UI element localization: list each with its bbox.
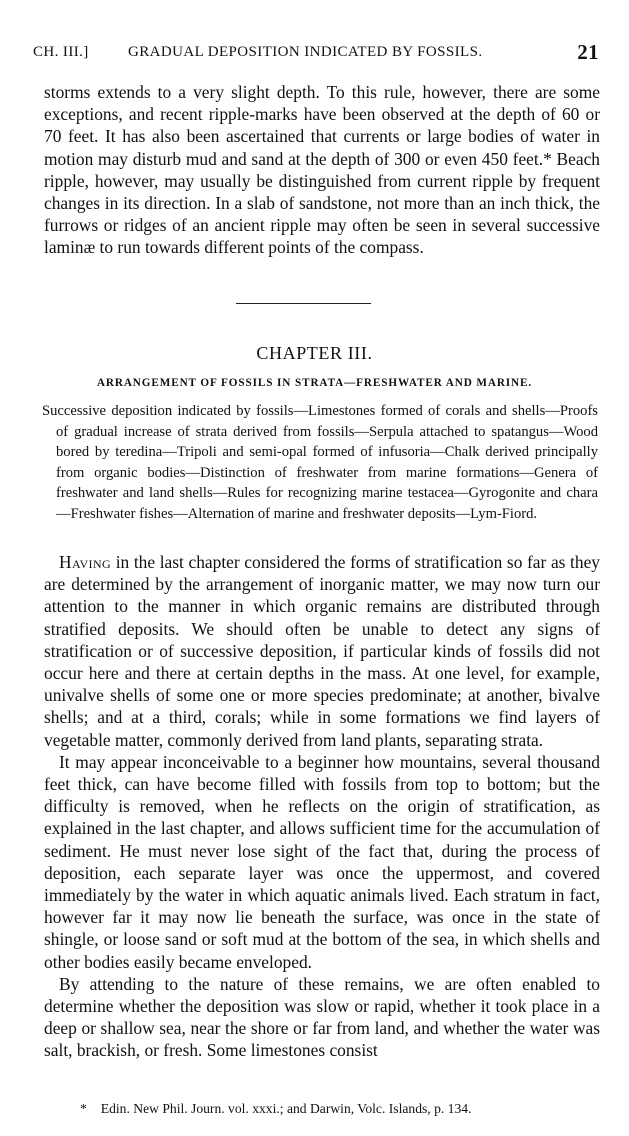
continued-paragraph [44, 81, 600, 259]
paragraph-3: It may appear inconceivable to a beginner how mountains, several thousand feet thick, can have become filled with fossils from top to bottom; but the difficulty is removed, when he reflects on the origin of stratification, as explained in the last chapter, and allows sufficient time for the accumulation of sediment. He must never lose sight of the fact that, during the process of deposition, each separate layer was once the uppermost, and covered immediately by the water in which aquatic animals lived. Each stratum in fact, however far it may now lie beneath the surface, was once in the state of shingle, or loose sand or soft mud at the bottom of the sea, in which shells and other bodies easily became enveloped. [44, 751, 600, 972]
footnote-text: Edin. New Phil. Journ. vol. xxxi.; and Darwin, Volc. Islands, p. 134. [100, 1101, 472, 1116]
page-number: 21 [577, 40, 599, 64]
running-head-title: GRADUAL DEPOSITION INDICATED BY FOSSILS. [128, 44, 483, 60]
chapter-heading: CHAPTER III. [256, 343, 373, 363]
paragraph-2-lead-word: Having [59, 552, 112, 572]
chapter-subtitle: ARRANGEMENT OF FOSSILS IN STRATA—FRESHWATER AND MARINE. [96, 377, 533, 389]
chapter-summary-text: Successive deposition indicated by fossils—Limestones formed of corals and shells—Proofs of gradual increase of strata derived from fossils—Serpula attached to spatangus—Wood bored by teredina—Tripoli and semi-opal formed of infusoria—Chalk derived principally from organic bodies—Distinction of freshwater from marine formations—Genera of freshwater and land shells—Rules for recognizing marine testacea—Gyrogonite and chara—Freshwater fishes—Alternation of marine and freshwater deposits—Lym-Fiord. [42, 403, 598, 522]
paragraph-2 [44, 551, 600, 751]
paragraph-2-text: in the last chapter considered the forms of stratification so far as they are determined by the arrangement of inorganic matter, we may now turn our attention to the manner in which organic remains are distributed through stratified deposits. We should often be unable to detect any signs of stratification or of successive deposition, if particular kinds of fossils did not occur here and there at certain depths in the mass. At one level, for example, univalve shells of some one or more species predominate; at another, bivalve shells; and at a third, corals; while in some formations we find layers of vegetable matter, commonly derived from land plants, separating strata. [44, 552, 600, 750]
footnote [80, 1101, 600, 1117]
running-head-chapter: CH. III.] [33, 44, 89, 60]
paragraph-1-text: storms extends to a very slight depth. To this rule, however, there are some exceptions, and recent ripple-marks have been observed at the depth of 60 or 70 feet. It has also been ascertained that currents or large bodies of water in motion may disturb mud and sand at the depth of 300 or even 450 feet.* Beach ripple, however, may usually be distinguished from current ripple by frequent changes in its direction. In a slab of sandstone, not more than an inch thick, the furrows or ridges of an ancient ripple may often be seen in several successive laminæ to run towards different points of the compass. [44, 82, 600, 258]
running-head [33, 40, 599, 64]
section-divider [236, 303, 371, 304]
paragraph-4: By attending to the nature of these remains, we are often enabled to determine whether the deposition was slow or rapid, whether it took place in a deep or shallow sea, near the shore or far from land, and whether the water was salt, brackish, or fresh. Some limestones consist [44, 973, 600, 1061]
footnote-mark: * [80, 1101, 87, 1116]
chapter-summary [42, 401, 598, 524]
body-text [44, 551, 600, 1062]
